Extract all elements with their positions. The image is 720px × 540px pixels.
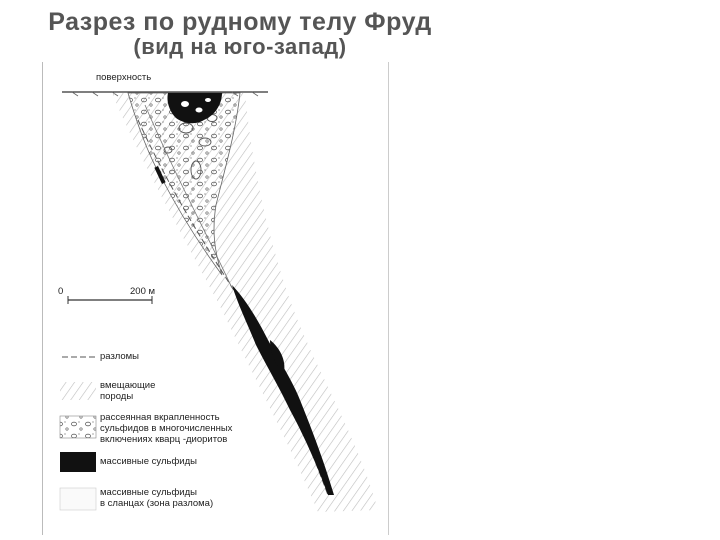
legend-host-label-2: породы [100, 391, 134, 402]
legend-disseminated-label-3: включениях кварц -диоритов [100, 434, 228, 445]
diagram-subtitle: (вид на юго-запад) [133, 34, 347, 59]
legend-disseminated-label-1: рассеянная вкрапленность [100, 412, 220, 423]
legend-massive-label: массивные сульфиды [100, 456, 197, 467]
legend-host-label-1: вмещающие [100, 380, 156, 391]
legend-schist-swatch [60, 488, 96, 510]
scale-zero-label: 0 [58, 286, 64, 297]
diagram-title: Разрез по рудному телу Фруд [48, 8, 432, 36]
legend-massive-swatch [60, 452, 96, 472]
surface-label: поверхность [96, 72, 152, 83]
legend-disseminated-label-2: сульфидов в многочисленных [100, 423, 233, 434]
legend-disseminated-swatch [60, 416, 96, 438]
legend-host-swatch [60, 382, 96, 400]
legend-schist-label-1: массивные сульфиды [100, 487, 197, 498]
legend-schist-label-2: в сланцах (зона разлома) [100, 498, 214, 509]
legend-faults-label: разломы [100, 351, 140, 362]
scale-end-label: 200 м [130, 286, 156, 297]
